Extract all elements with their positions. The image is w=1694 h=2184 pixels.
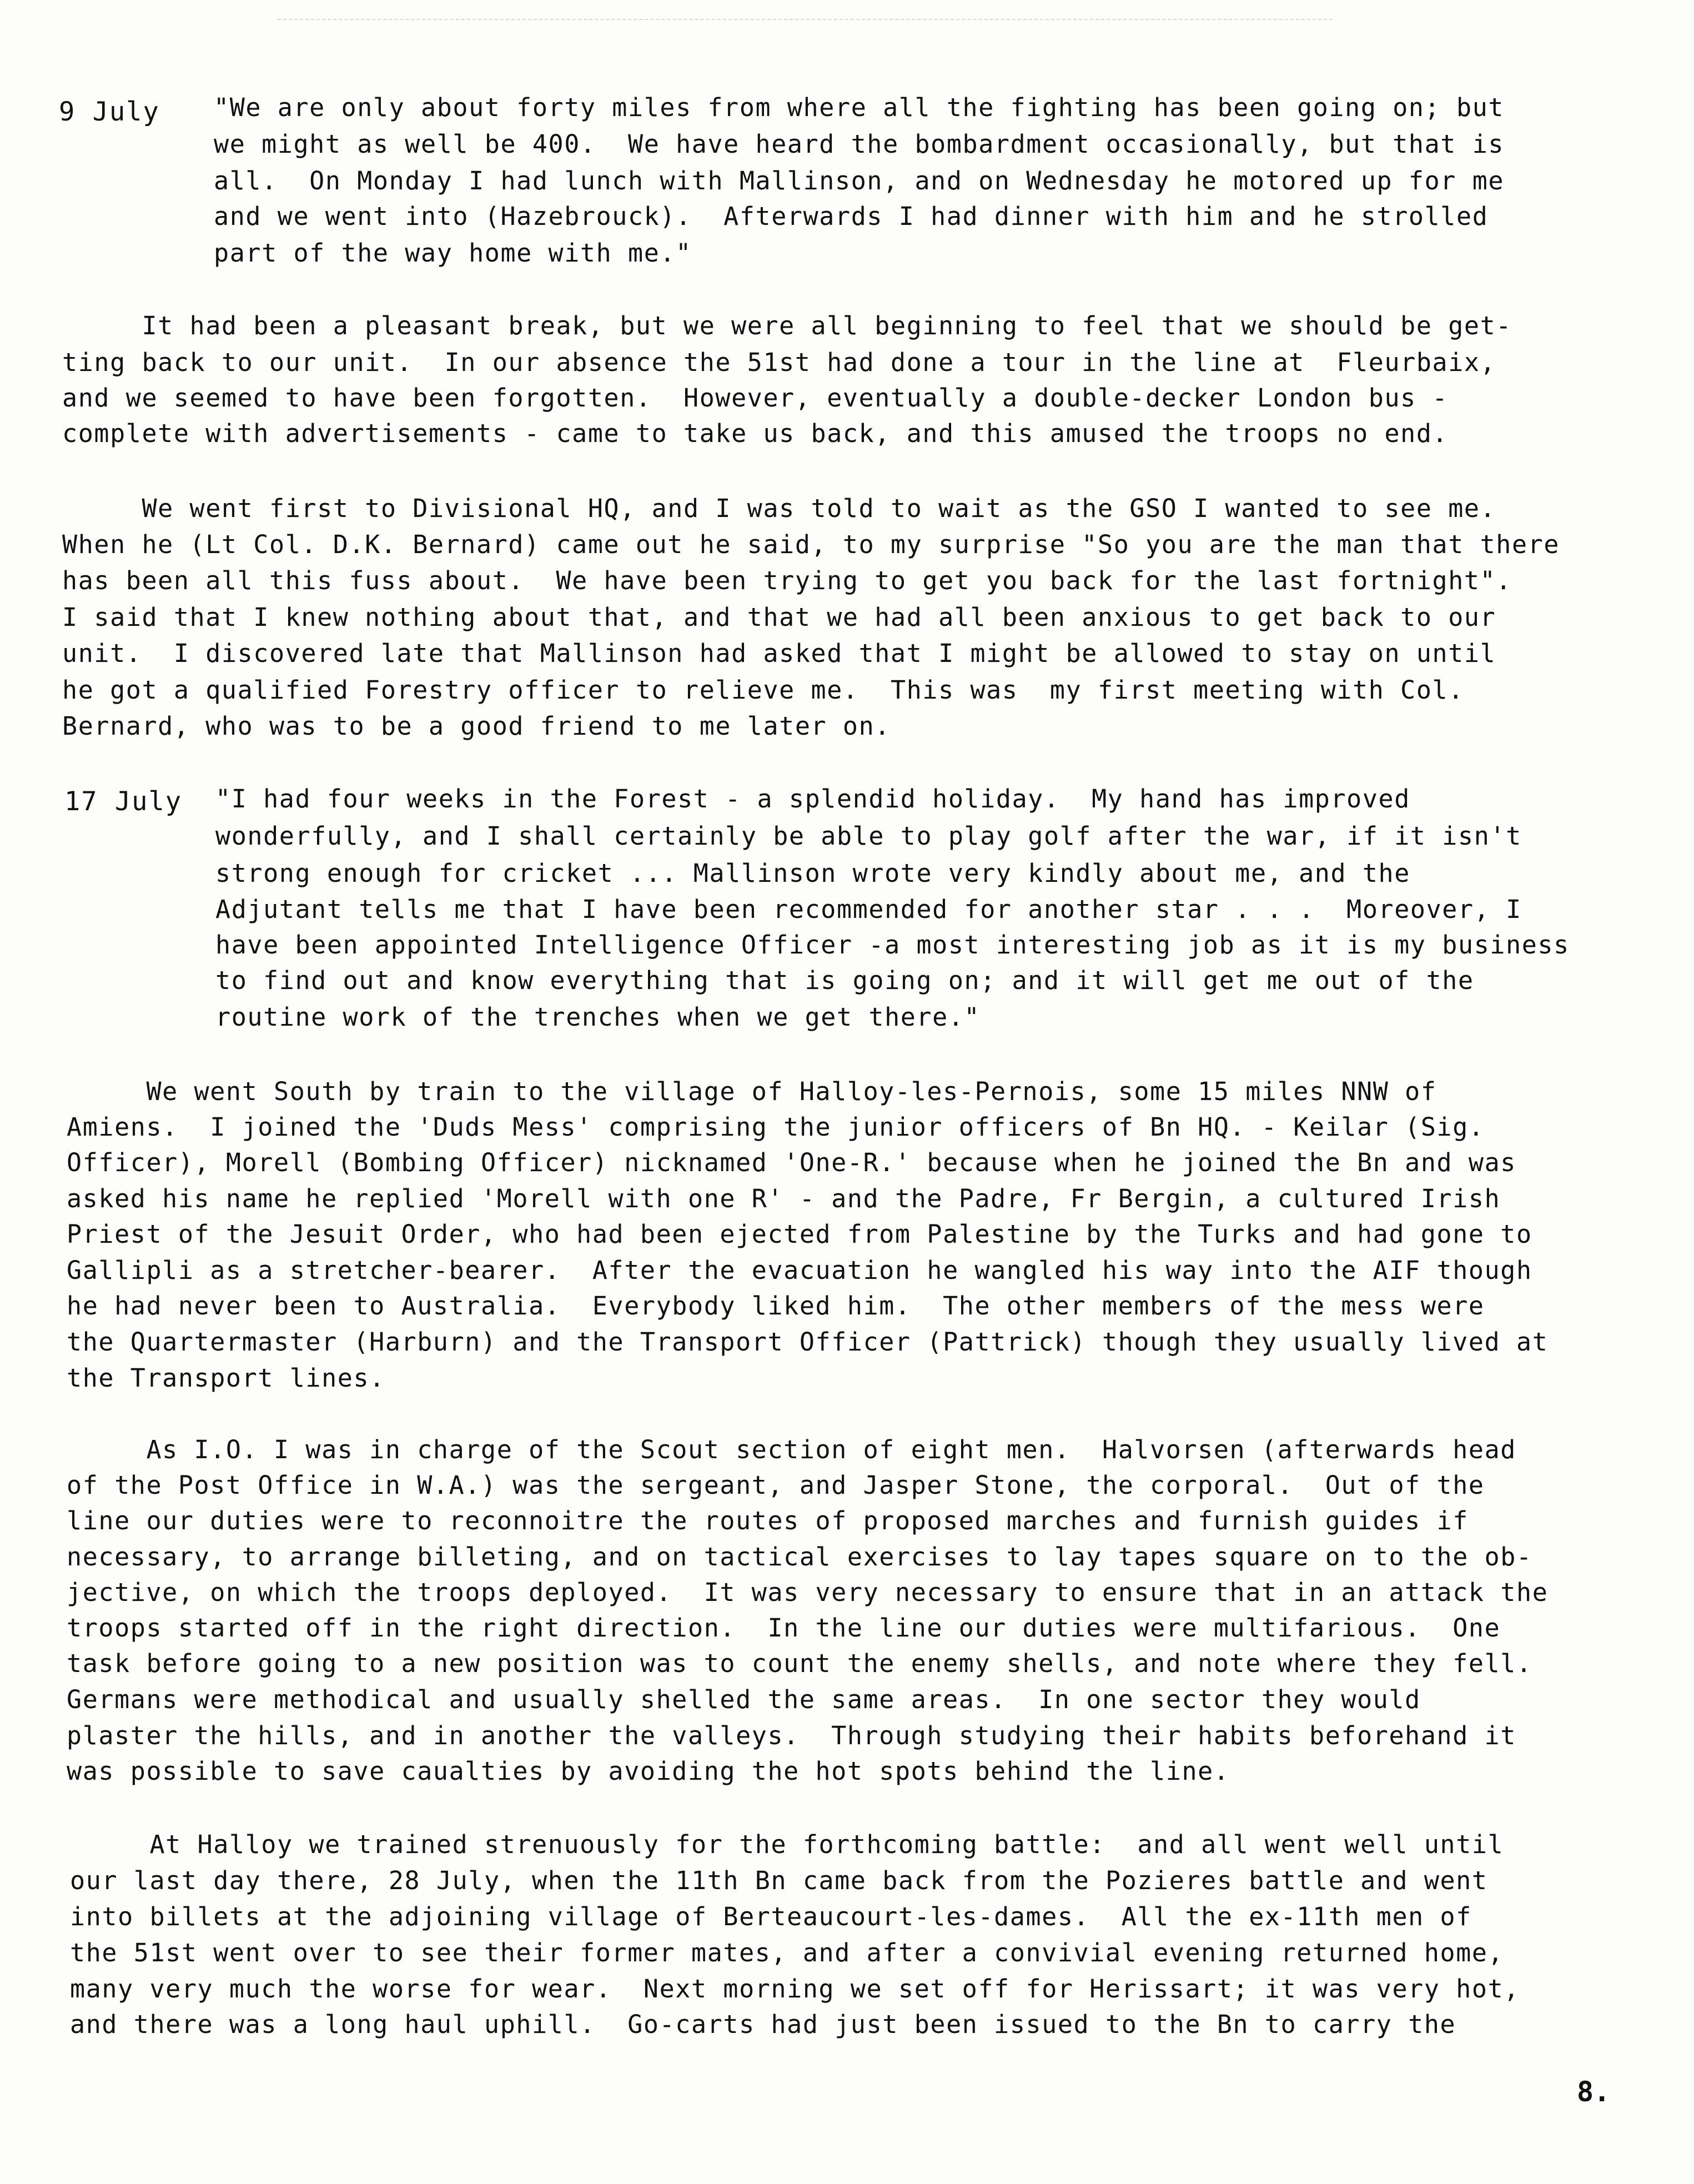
paragraph-line: troops started off in the right direction. In the line our duties were multifarious. One [67, 1613, 1501, 1643]
paragraph-line: task before going to a new position was to count the enemy shells, and note where they fell. [67, 1649, 1532, 1678]
paragraph-line: has been all this fuss about. We have been trying to get you back for the last fortnight". [62, 566, 1512, 595]
entry-line: and we went into (Hazebrouck). Afterwards I had dinner with him and he strolled [214, 202, 1489, 231]
paragraph-line: the Quartermaster (Harburn) and the Transport Officer (Pattrick) though they usually lived at [67, 1327, 1549, 1357]
paragraph-line: At Halloy we trained strenuously for the forthcoming battle: and all went well until [70, 1830, 1504, 1859]
entry-line: strong enough for cricket ... Mallinson wrote very kindly about me, and the [215, 858, 1410, 888]
page-number: 8. [1577, 2076, 1611, 2108]
paragraph-line: Bernard, who was to be a good friend to me later on. [62, 711, 891, 741]
top-edge-rule [278, 19, 1333, 20]
paragraph-line: and we seemed to have been forgotten. However, eventually a double-decker London bus - [62, 383, 1449, 413]
paragraph-line: When he (Lt Col. D.K. Bernard) came out he said, to my surprise "So you are the man that there [62, 530, 1560, 559]
entry-date: 9 July [59, 97, 160, 127]
paragraph-line: he had never been to Australia. Everybody liked him. The other members of the mess were [67, 1291, 1485, 1321]
paragraph-line: plaster the hills, and in another the valleys. Through studying their habits beforehand it [67, 1721, 1516, 1750]
paragraph-line: I said that I knew nothing about that, and that we had all been anxious to get back to our [62, 603, 1496, 632]
entry-date: 17 July [64, 786, 183, 817]
paragraph-line: Priest of the Jesuit Order, who had been ejected from Palestine by the Turks and had gone to [67, 1219, 1532, 1249]
entry-line: all. On Monday I had lunch with Mallinson, and on Wednesday he motored up for me [214, 166, 1505, 195]
paragraph-line: As I.O. I was in charge of the Scout section of eight men. Halvorsen (afterwards head [67, 1435, 1516, 1464]
paragraph-line: many very much the worse for wear. Next morning we set off for Herissart; it was very hot, [70, 1974, 1520, 2004]
entry-line: "I had four weeks in the Forest - a splendid holiday. My hand has improved [215, 784, 1410, 814]
paragraph-line: necessary, to arrange billeting, and on tactical exercises to lay tapes square on to the ob- [67, 1542, 1532, 1572]
paragraph-line: ting back to our unit. In our absence the 51st had done a tour in the line at Fleurbaix, [62, 348, 1496, 377]
paragraph-line: complete with advertisements - came to take us back, and this amused the troops no end. [62, 419, 1449, 448]
paragraph-line: our last day there, 28 July, when the 11th Bn came back from the Pozieres battle and went [70, 1866, 1488, 1895]
paragraph-line: was possible to save caualties by avoiding the hot spots behind the line. [67, 1756, 1230, 1786]
paragraph-line: he got a qualified Forestry officer to relieve me. This was my first meeting with Col. [62, 675, 1464, 705]
paragraph-line: jective, on which the troops deployed. It was very necessary to ensure that in an attack the [67, 1578, 1549, 1607]
entry-line: routine work of the trenches when we get there." [215, 1002, 981, 1032]
paragraph-line: and there was a long haul uphill. Go-carts had just been issued to the Bn to carry the [70, 2010, 1456, 2039]
paragraph-line: Gallipli as a stretcher-bearer. After the evacuation he wangled his way into the AIF though [67, 1256, 1532, 1285]
paragraph-line: of the Post Office in W.A.) was the sergeant, and Jasper Stone, the corporal. Out of the [67, 1470, 1485, 1500]
paragraph-line: asked his name he replied 'Morell with one R' - and the Padre, Fr Bergin, a cultured Irish [67, 1184, 1501, 1213]
paragraph-line: unit. I discovered late that Mallinson had asked that I might be allowed to stay on until [62, 639, 1496, 668]
paragraph-line: We went South by train to the village of Halloy-les-Pernois, some 15 miles NNW of [67, 1077, 1437, 1106]
paragraph-line: the 51st went over to see their former mates, and after a convivial evening returned home, [70, 1938, 1504, 1967]
entry-line: wonderfully, and I shall certainly be able to play golf after the war, if it isn't [215, 821, 1522, 851]
entry-line: Adjutant tells me that I have been recommended for another star . . . Moreover, I [215, 895, 1522, 924]
entry-line: part of the way home with me." [214, 238, 692, 268]
entry-line: "We are only about forty miles from where all the fighting has been going on; but [214, 93, 1505, 122]
paragraph-line: Amiens. I joined the 'Duds Mess' comprising the junior officers of Bn HQ. - Keilar (Sig. [67, 1112, 1485, 1142]
paragraph-line: line our duties were to reconnoitre the routes of proposed marches and furnish guides if [67, 1506, 1469, 1535]
paragraph-line: It had been a pleasant break, but we were all beginning to feel that we should be get- [62, 311, 1512, 340]
entry-line: have been appointed Intelligence Officer -a most interesting job as it is my business [215, 930, 1570, 960]
entry-line: we might as well be 400. We have heard the bombardment occasionally, but that is [214, 129, 1505, 159]
paragraph-line: the Transport lines. [67, 1363, 385, 1393]
paragraph-line: We went first to Divisional HQ, and I was told to wait as the GSO I wanted to see me. [62, 494, 1496, 523]
entry-line: to find out and know everything that is going on; and it will get me out of the [215, 966, 1474, 995]
paragraph-line: into billets at the adjoining village of Berteaucourt-les-dames. All the ex-11th men of [70, 1902, 1472, 1931]
paragraph-line: Germans were methodical and usually shelled the same areas. In one sector they would [67, 1685, 1421, 1714]
paragraph-line: Officer), Morell (Bombing Officer) nicknamed 'One-R.' because when he joined the Bn and was [67, 1148, 1516, 1177]
